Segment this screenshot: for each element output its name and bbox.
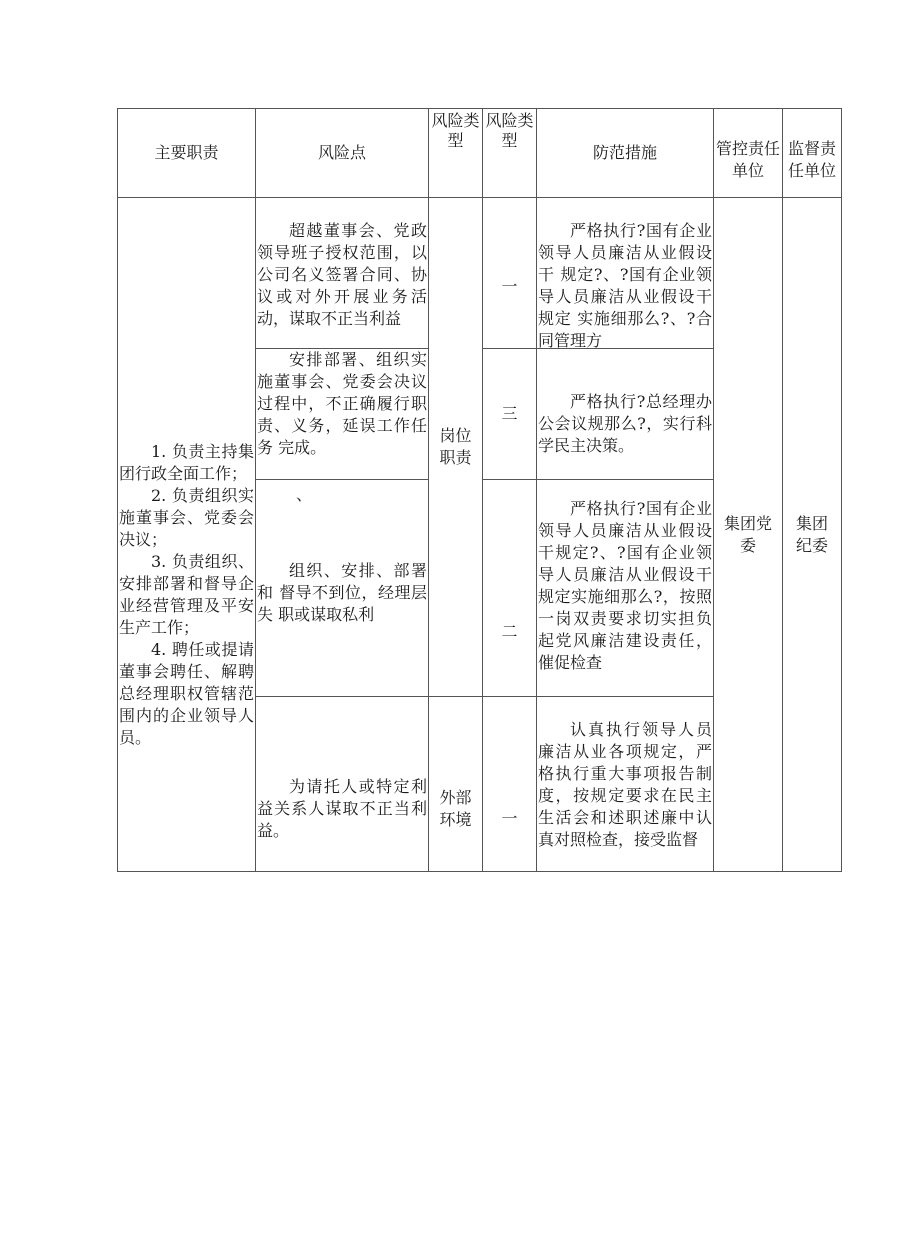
- risk-point-cell: [256, 349, 429, 480]
- duty-item: 2. 负责组织实施董事会、党委会决议；: [119, 485, 254, 549]
- risk-point-cell: [256, 480, 429, 697]
- risk-type-job: 岗位职责: [439, 426, 472, 467]
- measure-text: 认真执行领导人员廉洁从业各项规定，严格执行重大事项报告制度，按规定要求在民主生活会和述职述廉中认真对照检查，接受监督: [538, 720, 712, 849]
- risk-level-cell: [483, 697, 537, 872]
- duty-item: 4. 聘任或提请董事会聘任、解聘总经理职权管辖范围内的企业领导人员。: [119, 639, 254, 747]
- risk-control-table: [117, 108, 841, 872]
- risk-point-mark: 、: [296, 485, 313, 504]
- risk-level-cell: [483, 349, 537, 480]
- header-risk-level: 风险类型: [483, 109, 537, 198]
- measure-cell: [537, 697, 714, 872]
- control-unit-cell: [714, 198, 783, 872]
- risk-point-cell: [256, 697, 429, 872]
- measure-cell: [537, 480, 714, 697]
- risk-point-text: 安排部署、组织实 施董事会、党委会决议 过程中，不正确履行职 责、义务，延误工作任务 完成。: [257, 350, 427, 457]
- header-supervise-unit: 监督责任单位: [783, 109, 842, 198]
- supervise-unit-cell: [783, 198, 842, 872]
- measure-text: 严格执行?国有企业领导人员廉洁从业假设干 规定?、?国有企业领导人员廉洁从业假设干规定 实施细那么?、?合同管理方: [538, 221, 712, 348]
- risk-type-external: 外部环境: [439, 788, 472, 829]
- main-duties-cell: [118, 198, 256, 872]
- duty-item: 1. 负责主持集团行政全面工作；: [119, 441, 254, 483]
- header-risk-point: 风险点: [256, 109, 429, 198]
- risk-type-external-cell: [429, 697, 483, 872]
- measure-text: 严格执行?国有企业领导人员廉洁从业假设干规定?、?国有企业领导人员廉洁从业假设干规定实施细那么?，按照一岗双责要求切实担负起党风廉洁建设责任，催促检查: [538, 499, 712, 672]
- risk-level-cell: [483, 198, 537, 349]
- measure-cell: [537, 198, 714, 349]
- header-risk-type: 风险类型: [429, 109, 483, 198]
- risk-level-cell: [483, 480, 537, 697]
- risk-level: 一: [501, 277, 518, 296]
- risk-level: 二: [501, 622, 518, 641]
- header-measures: 防范措施: [537, 109, 714, 198]
- supervise-unit: 集团纪委: [795, 513, 828, 555]
- duty-item: 3. 负责组织、安排部署和督导企业经营管理及平安生产工作；: [119, 551, 254, 637]
- control-unit: 集团党委: [724, 513, 773, 555]
- risk-level: 三: [501, 404, 518, 423]
- measure-text: 严格执行?总经理办公会议规那么?，实行科学民主决策。: [538, 392, 712, 455]
- risk-point-text: 组织、安排、部署和 督导不到位，经理层失 职或谋取私利: [257, 561, 427, 624]
- risk-point-text: 为请托人或特定利 益关系人谋取不正当利 益。: [257, 777, 427, 840]
- header-duty: 主要职责: [118, 109, 256, 198]
- header-control-unit: 管控责任单位: [714, 109, 783, 198]
- risk-type-job-cell: [429, 198, 483, 697]
- risk-point-cell: [256, 198, 429, 349]
- risk-point-text: 超越董事会、党政领导班子授权范围，以公司名义签署合同、协议或对外开展业务活动，谋取不正当利益: [257, 221, 427, 328]
- measure-cell: [537, 349, 714, 480]
- risk-level: 一: [501, 809, 518, 828]
